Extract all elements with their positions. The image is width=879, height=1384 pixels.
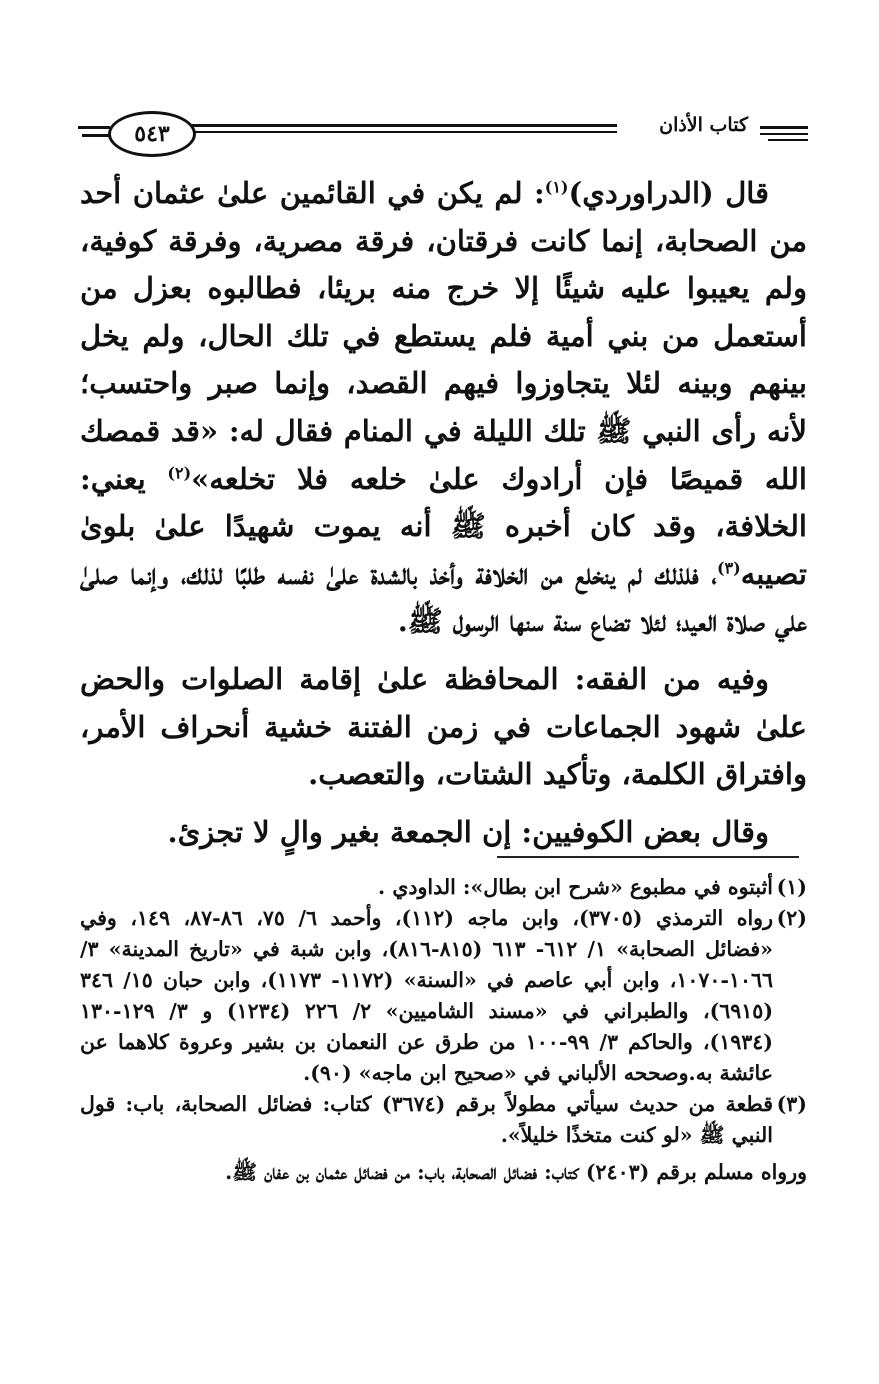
- main-text: [80, 170, 807, 856]
- footnote-number: (٢): [776, 906, 807, 930]
- paragraph-1-part-c: يعني: الخلافة، وقد كان أخبره ﷺ أنه يموت شهيدًا علىٰ بلوىٰ تصيبه: [80, 461, 807, 591]
- footnote-number: (١): [776, 875, 807, 899]
- running-header: [78, 108, 808, 158]
- paragraph-1-part-a: قال (الدراوردي): [568, 176, 769, 210]
- footnote-ref-3: (٣): [716, 558, 741, 578]
- paragraph-1-part-d: ، فلذلك لم ينخلع من الخلافة وأخذ بالشدة علىٰ نفسه طلبًا لذلك، وإنما صلىٰ علي صلاة العيد؛ لئلا تضاع سنة سنها الرسول ﷺ.: [80, 556, 807, 639]
- footnote-divider: [497, 856, 799, 858]
- footnote-number: (٣): [776, 1092, 807, 1116]
- footnote-text: قطعة من حديث سيأتي مطولاً برقم (٣٦٧٤) كتاب: فضائل الصحابة، باب: قول النبي ﷺ «لو كنت متخذًا خليلاً».: [80, 1092, 773, 1147]
- page-number: [108, 111, 196, 157]
- footnote-text: رواه الترمذي (٣٧٠٥)، وابن ماجه (١١٢)، وأحمد ٦/ ٧٥، ٨٦-٨٧، ١٤٩، وفي «فضائل الصحابة» ١/ ٦١٢- ٦١٣ (٨١٥-٨١٦)، وابن شبة في «تاريخ المدينة» ٣/ ١٠٦٦-١٠٧٠، وابن أبي عاصم في «السنة» (١١٧٢- ١١٧٣)، وابن حبان ١٥/ ٣٤٦ (٦٩١٥)، والطبراني في «مسند الشاميين» ٢/ ٢٢٦ (١٢٣٤) و ٣/ ١٢٩-١٣٠ (١٩٣٤)، والحاكم ٣/ ٩٩-١٠٠ من طرق عن النعمان بن بشير وعروة كلاهما عن عائشة به.وصححه الألباني في «صحيح ابن ماجه» (٩٠).: [80, 906, 774, 1085]
- footnote-1: [80, 872, 807, 903]
- footnote-3: [80, 1089, 807, 1151]
- footnote-ref-1: (١): [544, 177, 569, 197]
- paragraph-1-part-b: : لم يكن في القائمين علىٰ عثمان أحد من الصحابة، إنما كانت فرقتان، فرقة مصرية، وفرقة كوفية، ولم يعيبوا عليه شيئًا إلا خرج منه بريئا، فطالبوه بعزل من أستعمل من بني أمية فلم يستطع في تلك الحال، ولم يخل بينهم وبينه لئلا يتجاوزوا فيهم القصد، وإنما صبر واحتسب؛ لأنه رأى النبي ﷺ تلك الليلة في المنام فقال له: «قد قمصك الله قميصًا فإن أرادوك علىٰ خلعه فلا تخلعه»: [80, 176, 807, 496]
- footnote-3-continuation: ورواه مسلم برقم (٢٤٠٣) كتاب: فضائل الصحابة، باب: من فضائل عثمان بن عفان ﷺ.: [225, 1160, 807, 1184]
- footnote-text: أثبتوه في مطبوع «شرح ابن بطال»: الداودي .: [378, 875, 773, 899]
- footnotes: [80, 872, 807, 1188]
- footnote-2: [80, 903, 807, 1089]
- book-title: كتاب الأذان: [659, 114, 748, 136]
- paragraph-2: وفيه من الفقه: المحافظة علىٰ إقامة الصلوات والحض علىٰ شهود الجماعات في زمن الفتنة خشية أنحراف الأمر، وافتراق الكلمة، وتأكيد الشتات، والتعصب.: [80, 661, 807, 792]
- page-number-text: ٥٤٣: [134, 121, 170, 147]
- paragraph-3: وقال بعض الكوفيين: إن الجمعة بغير والٍ لا تجزئ.: [167, 814, 769, 849]
- paragraph-1: [80, 170, 807, 646]
- footnote-ref-2: (٢): [167, 462, 192, 482]
